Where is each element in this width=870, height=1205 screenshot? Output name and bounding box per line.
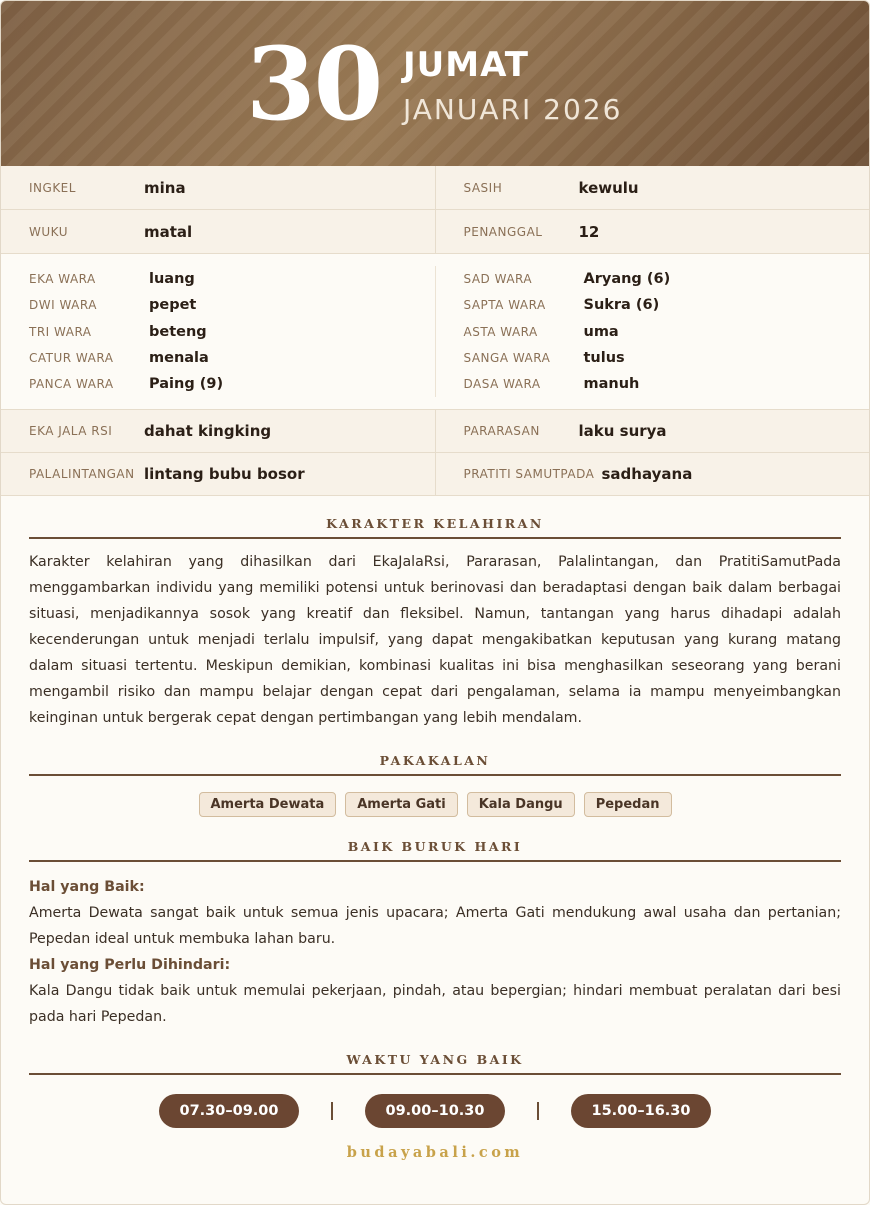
wara-label: DWI WARA xyxy=(29,298,97,313)
wara-label: SAPTA WARA xyxy=(463,298,546,313)
wara-label: SANGA WARA xyxy=(463,351,551,366)
site-footer: budayabali.com xyxy=(346,1144,524,1162)
wara-row xyxy=(29,371,435,397)
info-cell-pararasan xyxy=(435,410,870,452)
wara-value: beteng xyxy=(149,323,207,340)
pakakalan-chip: Kala Dangu xyxy=(467,792,575,817)
info-cell-pratiti-samutpada xyxy=(435,453,870,495)
time-slot-pill: 15.00–16.30 xyxy=(571,1094,711,1128)
wara-label: DASA WARA xyxy=(463,377,541,392)
bad-text: Kala Dangu tidak baik untuk memulai pekerjaan, pindah, atau bepergian; hindari membuat peralatan dari besi pada hari Pepedan. xyxy=(29,983,841,1026)
wara-column-right xyxy=(435,266,870,397)
date-header xyxy=(1,1,869,166)
pakakalan-title: PAKAKALAN xyxy=(29,753,841,776)
wara-row xyxy=(29,266,435,292)
wara-label: EKA WARA xyxy=(29,272,96,287)
day-number: 30 xyxy=(246,25,382,143)
info-label: EKA JALA RSI xyxy=(29,424,113,439)
good-text: Amerta Dewata sangat baik untuk semua jenis upacara; Amerta Gati mendukung awal usaha dan pertanian; Pepedan ideal untuk membuka lahan baru. xyxy=(29,905,841,948)
info-value: matal xyxy=(144,222,193,241)
time-slot-pill: 09.00–10.30 xyxy=(365,1094,505,1128)
wara-value: Sukra (6) xyxy=(583,297,660,314)
info-value: dahat kingking xyxy=(144,422,272,441)
wara-row xyxy=(464,371,870,397)
time-separator xyxy=(537,1102,539,1120)
info-label: PARARASAN xyxy=(463,424,540,439)
time-separator xyxy=(331,1102,333,1120)
time-slot-pill: 07.30–09.00 xyxy=(159,1094,299,1128)
wara-label: ASTA WARA xyxy=(463,324,538,339)
info-cell-palalintangan xyxy=(1,453,435,495)
wara-row xyxy=(464,319,870,345)
info-label: SASIH xyxy=(463,180,503,195)
wara-row xyxy=(29,292,435,318)
wara-value: menala xyxy=(149,350,209,367)
karakter-title: KARAKTER KELAHIRAN xyxy=(29,516,841,539)
wara-table xyxy=(1,254,869,410)
info-cell-wuku xyxy=(1,210,435,253)
info-label: WUKU xyxy=(29,224,68,239)
wara-row xyxy=(464,266,870,292)
info-value: mina xyxy=(144,178,186,197)
info-label: PALALINTANGAN xyxy=(29,467,135,482)
info-value: 12 xyxy=(578,222,600,241)
pakakalan-chip: Amerta Dewata xyxy=(199,792,337,817)
wara-value: tulus xyxy=(583,350,625,367)
good-label: Hal yang Baik: xyxy=(29,879,145,896)
day-name: JUMAT xyxy=(403,45,529,85)
info-cell-ingkel xyxy=(1,166,435,209)
wara-label: PANCA WARA xyxy=(29,377,114,392)
info-row-wuku-penanggal xyxy=(1,210,869,254)
wara-row xyxy=(29,319,435,345)
info-label: PENANGGAL xyxy=(463,224,543,239)
info-label: INGKEL xyxy=(29,180,76,195)
wara-row xyxy=(29,345,435,371)
wara-value: pepet xyxy=(149,297,197,314)
baik-buruk-title: BAIK BURUK HARI xyxy=(29,839,841,862)
wara-value: luang xyxy=(149,271,195,288)
wara-row xyxy=(464,345,870,371)
info-cell-sasih xyxy=(435,166,870,209)
karakter-text: Karakter kelahiran yang dihasilkan dari EkaJalaRsi, Pararasan, Palalintangan, dan PratitiSamutPada menggambarkan individu yang memiliki potensi untuk berinovasi dan beradaptasi dengan baik dalam berbagai situasi, menjadikannya sosok yang kreatif dan fleksibel. Namun, tantangan yang harus dihadapi adalah kecenderungan untuk menjadi terlalu impulsif, yang dapat mengakibatkan keputusan yang kurang matang dalam situasi tertentu. Meskipun demikian, kombinasi kualitas ini bisa menghasilkan seseorang yang berani mengambil risiko dan mampu belajar dengan cepat dari pengalaman, selama ia mampu menyeimbangkan keinginan untuk bergerak cepat dengan pertimbangan yang lebih mendalam. xyxy=(29,554,841,727)
wara-label: SAD WARA xyxy=(463,272,533,287)
bad-label: Hal yang Perlu Dihindari: xyxy=(29,957,231,974)
info-value: kewulu xyxy=(578,178,639,197)
info-cell-penanggal xyxy=(435,210,870,253)
good-section xyxy=(29,874,841,1030)
info-value: sadhayana xyxy=(601,465,693,484)
wara-value: Paing (9) xyxy=(149,376,224,393)
wara-row xyxy=(464,292,870,318)
info-row-ekajalarsi-pararasan xyxy=(1,410,869,453)
wara-value: Aryang (6) xyxy=(583,271,671,288)
info-label: PRATITI SAMUTPADA xyxy=(463,467,595,482)
wara-label: TRI WARA xyxy=(29,324,92,339)
wara-value: manuh xyxy=(583,376,640,393)
pakakalan-chips xyxy=(1,792,869,817)
time-slots xyxy=(1,1094,869,1128)
info-row-ingkel-sasih xyxy=(1,166,869,210)
wara-value: uma xyxy=(583,323,619,340)
waktu-title: WAKTU YANG BAIK xyxy=(29,1052,841,1075)
wara-column-left xyxy=(1,266,435,397)
month-year: JANUARI 2026 xyxy=(403,93,623,126)
wara-label: CATUR WARA xyxy=(29,351,114,366)
pakakalan-chip: Amerta Gati xyxy=(345,792,457,817)
info-row-palalintangan-pratiti xyxy=(1,453,869,496)
info-value: lintang bubu bosor xyxy=(144,465,305,484)
info-cell-eka-jala-rsi xyxy=(1,410,435,452)
info-value: laku surya xyxy=(578,422,667,441)
pakakalan-chip: Pepedan xyxy=(584,792,672,817)
